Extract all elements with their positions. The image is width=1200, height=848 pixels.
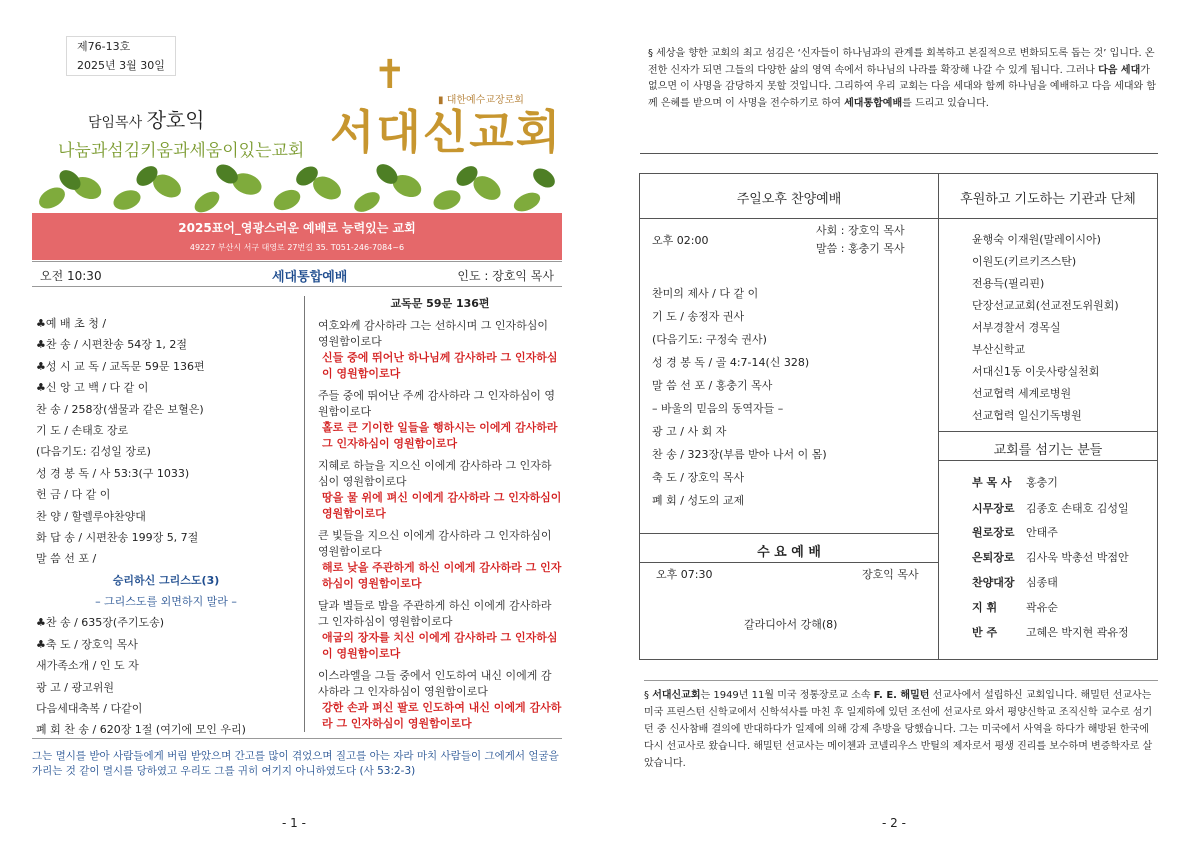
afternoon-sermon-title: – 바울의 믿음의 동역자들 – (652, 402, 784, 415)
reading-response: 강한 손과 펴신 팔로 인도하여 내신 이에게 감사하라 그 인자하심이 영원함이로다 (322, 701, 562, 730)
history-emphasis: F. E. 해밀턴 (873, 690, 930, 701)
reading-lead: 달과 별들로 밤을 주관하게 하신 이에게 감사하라 그 인자하심이 영원함이로다 (318, 599, 552, 628)
servant-role: 부 목 사 (972, 476, 1012, 489)
reading-block (318, 458, 562, 522)
wednesday-time: 오후 07:30 (656, 568, 713, 581)
org-item: 서부경찰서 경목실 (972, 321, 1061, 334)
afternoon-time: 오후 02:00 (652, 234, 709, 247)
church-history (644, 680, 1158, 772)
order-item: 폐 회 찬 송 / 620장 1절 (여기에 모인 우리) (36, 723, 246, 737)
slogan: 나눔과섬김키움과세움이있는교회 (58, 141, 305, 161)
servant-row (972, 624, 1129, 640)
page-number-left: - 1 - (282, 816, 306, 830)
order-item: ♣축 도 / 장호익 목사 (36, 637, 138, 651)
servant-row (972, 524, 1058, 540)
order-item: 새가족소개 / 인 도 자 (36, 659, 139, 673)
reading-lead: 큰 빛들을 지으신 이에게 감사하라 그 인자하심이 영원함이로다 (318, 529, 552, 558)
history-emphasis: 서대신교회 (652, 690, 701, 701)
service-name: 세대통합예배 (272, 270, 348, 285)
order-item: 말 씀 선 포 / (36, 552, 97, 566)
servant-row (972, 500, 1129, 516)
intro-paragraph (648, 46, 1158, 112)
servant-names: 김사욱 박총선 박점안 (1026, 551, 1129, 564)
order-item: ♣성 시 교 독 / 교독문 59문 136편 (36, 359, 205, 373)
servant-role: 지 휘 (972, 601, 998, 614)
reading-response: 땅을 물 위에 펴신 이에게 감사하라 그 인자하심이 영원함이로다 (322, 491, 562, 520)
history-text: 선교사에서 설립하신 교회입니다. 해밀턴 선교사는 미국 프린스턴 신학교에서 신학석사를 마친 후 일제하에 있던 조선에 선교사로 와서 평양신학교 조직신학 교수로 섬기던 중 신사참배 결의에 반대하다가 일제에 의해 강제 추방을 당했습니다. 그는 미국에서 사역을 하다가 해방된 한국에 다시 선교사로 왔습니다. 해밀턴 선교사는 메이첸과 코넬리우스 반틸의 제자로서 평생 진리를 보수하며 변증학자로 살았습니다. (644, 690, 1153, 769)
reading-response: 해로 낮을 주관하게 하신 이에게 감사하라 그 인자하심이 영원함이로다 (322, 561, 562, 590)
cross-logo-icon: ✝ (373, 52, 407, 98)
issue-number: 제76-13호 (77, 40, 131, 53)
reading-block (318, 318, 562, 382)
afternoon-order-item: 광 고 / 사 회 자 (652, 425, 727, 438)
motto-banner (32, 213, 562, 260)
afternoon-order-item: 찬 송 / 323장(부름 받아 나서 이 몸) (652, 448, 827, 461)
issue-info (66, 36, 176, 76)
reading-lead: 지혜로 하늘을 지으신 이에게 감사하라 그 인자하심이 영원함이로다 (318, 459, 552, 488)
scripture-quote: 그는 멸시를 받아 사람들에게 버림 받았으며 간고를 많이 겪었으며 질고를 아는 자라 마치 사람들이 그에게서 얼굴을 가리는 것 같이 멸시를 당하였고 우리도 그를 귀히 여기지 아니하였도다 (사 53:2-3) (32, 738, 562, 779)
org-item: 윤행숙 이재원(말레이시아) (972, 233, 1101, 246)
afternoon-order-item: 축 도 / 장호익 목사 (652, 471, 745, 484)
org-item: 선교협력 세계로병원 (972, 387, 1072, 400)
reading-block (318, 388, 562, 452)
banner-address: 49227 부산시 서구 대영로 27번길 35. T051-246-7084~6 (189, 243, 405, 252)
afternoon-preacher: 말씀 : 홍충기 목사 (816, 242, 905, 255)
servant-names: 안태주 (1026, 526, 1058, 539)
reading-response: 홀로 큰 기이한 일들을 행하시는 이에게 감사하라 그 인자하심이 영원함이로다 (322, 421, 558, 450)
divider (640, 153, 1158, 154)
afternoon-order-item: (다음기도: 구정숙 권사) (652, 333, 767, 346)
reading-lead: 여호와께 감사하라 그는 선하시며 그 인자하심이 영원함이로다 (318, 319, 549, 348)
reading-block (318, 528, 562, 592)
servant-role: 시무장로 (972, 502, 1015, 515)
order-item: 성 경 봉 독 / 사 53:3(구 1033) (36, 466, 190, 480)
servants-title: 교회를 섬기는 분들 (993, 443, 1103, 458)
org-item: 전용득(필리핀) (972, 277, 1045, 290)
afternoon-order-item: 폐 회 / 성도의 교제 (652, 494, 745, 507)
order-item: (다음기도: 김성일 장로) (36, 445, 151, 459)
reading-lead: 주들 중에 뛰어난 주께 감사하라 그 인자하심이 영원함이로다 (318, 389, 555, 418)
history-text: 는 1949년 11월 미국 정통장로교 소속 (700, 690, 874, 701)
worship-order (36, 313, 296, 741)
afternoon-body-box (639, 218, 939, 534)
servant-row (972, 599, 1058, 615)
order-item: ♣예 배 초 청 / (36, 317, 107, 330)
wednesday-title: 수 요 예 배 (757, 545, 821, 560)
intro-text: 가 없으면 이 사명을 감당하지 못할 것입니다. 그리하여 우리 교회는 다음 세대와 함께 하나님을 예배하고 다음 세대와 함께 은혜를 받으며 이 사명을 전수하기로 하여 (648, 64, 1157, 109)
afternoon-order-item: 기 도 / 송정자 권사 (652, 310, 745, 323)
order-item: ♣찬 송 / 시편찬송 54장 1, 2절 (36, 338, 188, 352)
org-item: 서대신1동 이웃사랑실천회 (972, 365, 1100, 378)
issue-date: 2025년 3월 30일 (77, 59, 165, 72)
wednesday-leader: 장호익 목사 (862, 568, 919, 581)
org-item: 이원도(키르키즈스탄) (972, 255, 1077, 268)
pastor (88, 104, 205, 133)
reading-response: 애굽의 장자를 치신 이에게 감사하라 그 인자하심이 영원함이로다 (322, 631, 558, 660)
reading-response: 신들 중에 뛰어난 하나님께 감사하라 그 인자하심이 영원함이로다 (322, 351, 558, 380)
servant-role: 반 주 (972, 626, 998, 639)
history-text: § (644, 690, 653, 701)
servant-role: 찬양대장 (972, 576, 1015, 589)
order-item: ♣찬 송 / 635장(주기도송) (36, 616, 165, 630)
service-header (32, 261, 562, 287)
order-item: ♣신 앙 고 백 / 다 같 이 (36, 381, 149, 395)
banner-title: 2025표어_영광스러운 예배로 능력있는 교회 (178, 221, 416, 235)
reading-block (318, 668, 562, 732)
afternoon-title: 주일오후 찬양예배 (736, 192, 842, 207)
reading-block (318, 598, 562, 662)
pastor-name: 장호익 (146, 108, 205, 132)
order-item: 기 도 / 손태호 장로 (36, 423, 129, 437)
pastor-label: 담임목사 (88, 115, 143, 131)
order-item: 헌 금 / 다 같 이 (36, 488, 111, 502)
org-item: 부산신학교 (972, 343, 1026, 356)
servant-names: 곽유순 (1026, 601, 1058, 614)
afternoon-header-box (639, 173, 939, 219)
order-item: 찬 송 / 258장(샘물과 같은 보혈은) (36, 402, 204, 416)
servant-row (972, 549, 1129, 565)
church-name: 서대신교회 (330, 105, 563, 159)
responsive-reading (318, 296, 562, 738)
org-item: 선교협력 일신기독병원 (972, 409, 1082, 422)
order-item: 화 답 송 / 시편찬송 199장 5, 7절 (36, 530, 199, 544)
intro-emphasis: 세대통합예배 (844, 97, 903, 109)
servant-names: 심종태 (1026, 576, 1058, 589)
sermon-subtitle: – 그리스도를 외면하지 말라 – (95, 595, 237, 609)
servant-row (972, 574, 1058, 590)
servants-header-box (938, 431, 1158, 461)
intro-text: 를 드리고 있습니다. (902, 97, 989, 109)
afternoon-host: 사회 : 장호익 목사 (816, 224, 905, 237)
column-divider (304, 296, 305, 732)
order-item: 다음세대축복 / 다같이 (36, 702, 143, 716)
reading-lead: 이스라엘을 그들 중에서 인도하여 내신 이에게 감사하라 그 인자하심이 영원함이로다 (318, 669, 552, 698)
servant-row (972, 474, 1058, 490)
afternoon-order-item: 찬미의 제사 / 다 같 이 (652, 287, 759, 300)
reading-title: 교독문 59문 136편 (390, 297, 490, 310)
sermon-title: 승리하신 그리스도(3) (112, 573, 220, 587)
servant-role: 원로장로 (972, 526, 1015, 539)
service-leader: 인도 : 장호익 목사 (457, 269, 554, 283)
page-number-right: - 2 - (882, 816, 906, 830)
servant-names: 홍충기 (1026, 476, 1058, 489)
servant-names: 김종호 손태호 김성일 (1026, 502, 1129, 515)
denomination: ▮ 대한예수교장로회 (438, 95, 524, 106)
wednesday-header-box (639, 533, 939, 563)
intro-emphasis: 다음 세대 (1098, 64, 1141, 76)
denomination-text: 대한예수교장로회 (446, 95, 524, 106)
servant-names: 고혜은 박지현 곽유정 (1026, 626, 1129, 639)
servant-role: 은퇴장로 (972, 551, 1015, 564)
orgs-title: 후원하고 기도하는 기관과 단체 (960, 192, 1136, 207)
service-time: 오전 10:30 (40, 269, 102, 283)
wednesday-text: 갈라디아서 강해(8) (744, 618, 838, 631)
org-item: 단장선교교회(선교전도위원회) (972, 299, 1119, 312)
order-item: 찬 양 / 할렐루야찬양대 (36, 509, 146, 523)
leaves-decoration-icon (32, 158, 562, 214)
order-item: 광 고 / 광고위원 (36, 680, 114, 694)
afternoon-order-item: 성 경 봉 독 / 골 4:7-14(신 328) (652, 356, 810, 369)
intro-text: § 세상을 향한 교회의 최고 섬김은 ‘신자들이 하나님과의 관계를 회복하고 본질적으로 변화되도록 돕는 것’ 입니다. 온전한 신자가 되면 그들의 다양한 삶의 영역 속에서 하나님의 나라를 확장해 나갈 수 있게 됩니다. 그러나 (648, 48, 1155, 76)
afternoon-order-item: 말 씀 선 포 / 홍충기 목사 (652, 379, 773, 392)
orgs-header-box (938, 173, 1158, 219)
